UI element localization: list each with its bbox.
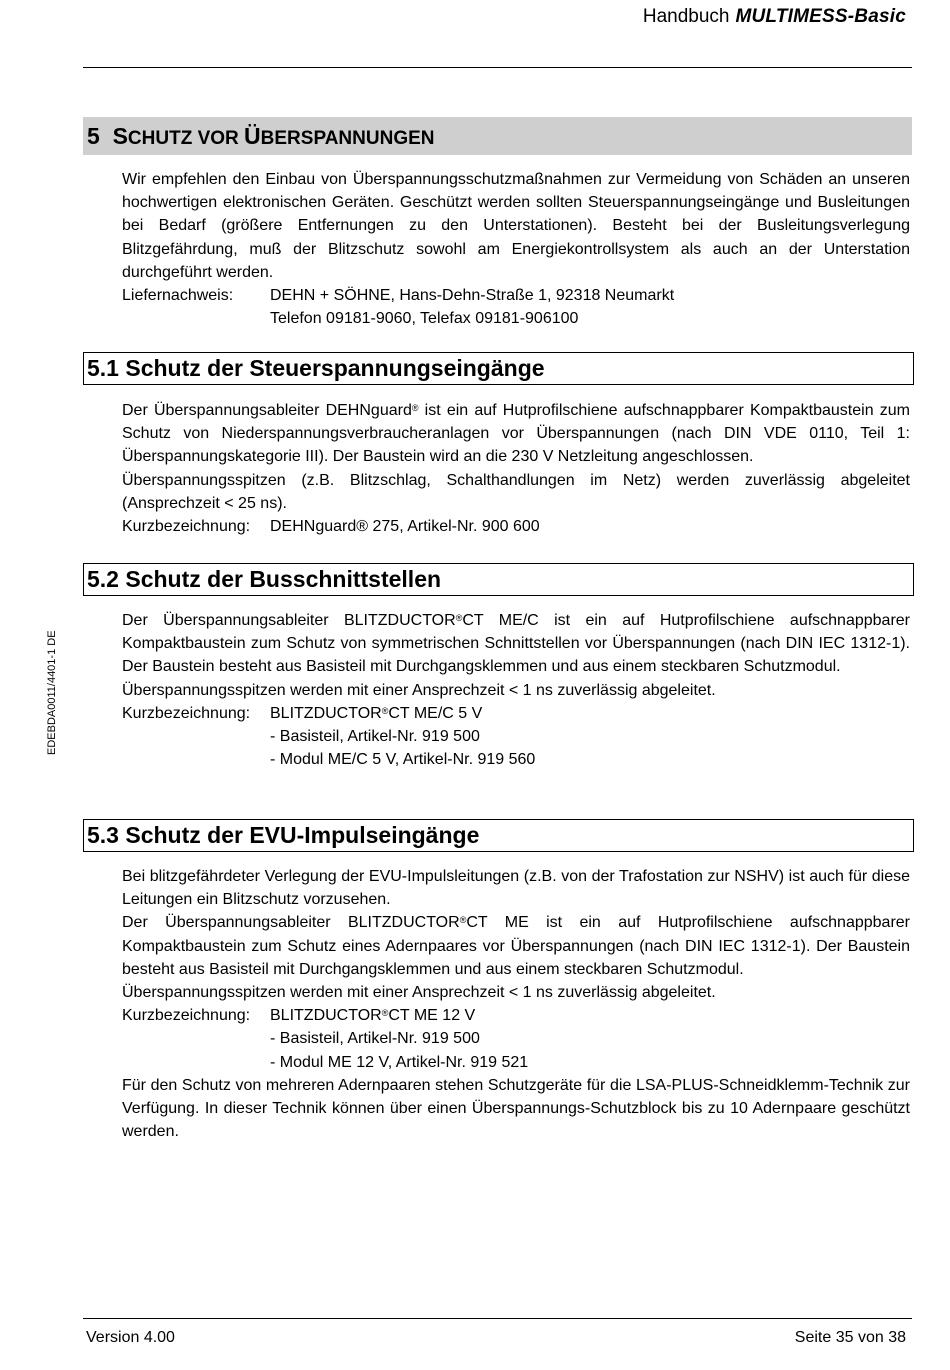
supplier-label: Liefernachweis: [122, 287, 234, 305]
text-span: BLITZDUCTOR [270, 1007, 382, 1025]
text-span: CT ME ist ein auf Hutprofilschiene aufschnappbarer Kompaktbaustein zum Schutz eines Adernpaares vor Überspannungen (nach DIN IEC 1312-1). Der Baustein besteht aus Basisteil mit Durchgangsklemmen und aus einem steckbaren Schutzmodul. [122, 914, 910, 978]
text-span: Der Überspannungsableiter BLITZDUCTOR [122, 612, 456, 629]
intro-block [122, 168, 910, 330]
section-5-2-paragraph-2: Überspannungsspitzen werden mit einer Ansprechzeit < 1 ns zuverlässig abgeleitet. [122, 681, 716, 699]
registered-mark: ® [411, 403, 419, 413]
chapter-title-initial2: Ü [244, 123, 261, 149]
supplier-contact: Telefon 09181-9060, Telefax 09181-906100 [270, 310, 579, 328]
supplier-address: DEHN + SÖHNE, Hans-Dehn-Straße 1, 92318 Neumarkt [270, 287, 675, 305]
registered-mark: ® [381, 1008, 389, 1019]
header-rule [83, 67, 912, 68]
section-5-1-body [122, 399, 910, 538]
chapter-title-part2: BERSPANNUNGEN [260, 128, 435, 149]
text-span: CT ME/C 5 V [388, 704, 483, 722]
section-heading-5-3: 5.3 Schutz der EVU-Impulseingänge [83, 819, 914, 852]
section-heading-5-2: 5.2 Schutz der Busschnittstellen [83, 563, 914, 596]
text-span: Der Überspannungsableiter BLITZDUCTOR [122, 914, 460, 932]
header-product-name: MULTIMESS-Basic [735, 6, 906, 27]
footer-version: Version 4.00 [86, 1329, 175, 1346]
short-designation-value [270, 702, 482, 725]
section-5-3-paragraph-2 [122, 911, 910, 981]
text-span: BLITZDUCTOR [270, 704, 382, 722]
short-designation-label: Kurzbezeichnung: [122, 1007, 251, 1025]
text-span: CT ME/C ist ein auf Hutprofilschiene aufschnappbarer Kompaktbaustein zum Schutz von symmetrischen Schnittstellen vor Überspannungen (nach DIN IEC 1312-1). Der Baustein besteht aus Basisteil mit Durchgangsklemmen und aus einem steckbaren Schutzmodul. [122, 612, 910, 676]
registered-mark: ® [459, 915, 467, 926]
section-5-3-paragraph-4: Für den Schutz von mehreren Adernpaaren stehen Schutzgeräte für die LSA-PLUS-Schneidklemm-Technik zur Verfügung. In dieser Technik können über einen Überspannungs-Schutzblock bis zu 10 Adernpaare geschützt werden. [122, 1076, 910, 1141]
page-header [643, 6, 906, 30]
section-5-3-paragraph-3: Überspannungsspitzen werden mit einer Ansprechzeit < 1 ns zuverlässig abgeleitet. [122, 984, 716, 1002]
short-designation-label: Kurzbezeichnung: [122, 518, 251, 536]
supplier-row [122, 284, 910, 307]
intro-paragraph: Wir empfehlen den Einbau von Überspannungsschutzmaßnahmen zur Vermeidung von Schäden an unseren hochwertigen elektronischen Geräten. Geschützt werden sollten Steuerspannungseingänge und Busleitungen bei Bedarf (größere Entfernungen zu den Unterstationen). Besteht bei der Busleitungsverlegung Blitzgefährdung, muß der Blitzschutz sowohl am Energiekontrollsystem als auch an der Unterstation durchgeführt werden. [122, 171, 910, 281]
section-5-2-paragraph-1 [122, 609, 910, 679]
short-designation-row [122, 515, 910, 538]
article-item: - Modul ME/C 5 V, Artikel-Nr. 919 560 [270, 751, 536, 769]
chapter-heading [83, 117, 912, 155]
text-span: ist ein auf Hutprofilschiene aufschnappbarer Kompaktbaustein zum Schutz von Niederspannungsverbraucheranlagen vor Überspannungen (nach DIN VDE 0110, Teil 1: Überspannungskategorie III). Der Baustein wird an die 230 V Netzleitung angeschlossen. [122, 402, 910, 466]
short-designation-value [270, 1004, 475, 1027]
document-code: EDEBDA0011/4401-1 DE [46, 630, 58, 755]
text-span: Der Überspannungsableiter DEHNguard [122, 402, 412, 419]
header-label: Handbuch [642, 6, 730, 27]
footer-rule [83, 1318, 912, 1319]
chapter-number: 5 [87, 123, 100, 149]
section-5-3-paragraph-1: Bei blitzgefährdeter Verlegung der EVU-Impulsleitungen (z.B. von der Trafostation zur NSHV) ist auch für diese Leitungen ein Blitzschutz vorzusehen. [122, 868, 910, 909]
section-5-2-body [122, 609, 910, 771]
article-item: - Basisteil, Artikel-Nr. 919 500 [270, 1030, 480, 1048]
text-span: CT ME 12 V [388, 1007, 476, 1025]
article-item: - Basisteil, Artikel-Nr. 919 500 [270, 728, 480, 746]
footer-page-number: Seite 35 von 38 [794, 1329, 906, 1346]
section-5-1-paragraph-2: Überspannungsspitzen (z.B. Blitzschlag, Schalthandlungen im Netz) werden zuverlässig abgeleitet (Ansprechzeit < 25 ns). [122, 471, 910, 512]
article-item: - Modul ME 12 V, Artikel-Nr. 919 521 [270, 1053, 529, 1071]
registered-mark: ® [381, 705, 389, 716]
short-designation-label: Kurzbezeichnung: [122, 704, 251, 722]
section-5-1-paragraph-1 [122, 399, 910, 469]
chapter-title-part1: CHUTZ VOR [127, 128, 245, 149]
registered-mark: ® [455, 613, 463, 623]
short-designation-value: DEHNguard® 275, Artikel-Nr. 900 600 [270, 518, 540, 536]
section-5-3-body [122, 865, 910, 1143]
chapter-title-initial: S [112, 123, 128, 149]
short-designation-row [122, 1004, 910, 1027]
section-heading-5-1: 5.1 Schutz der Steuerspannungseingänge [83, 352, 914, 385]
short-designation-row [122, 702, 910, 725]
